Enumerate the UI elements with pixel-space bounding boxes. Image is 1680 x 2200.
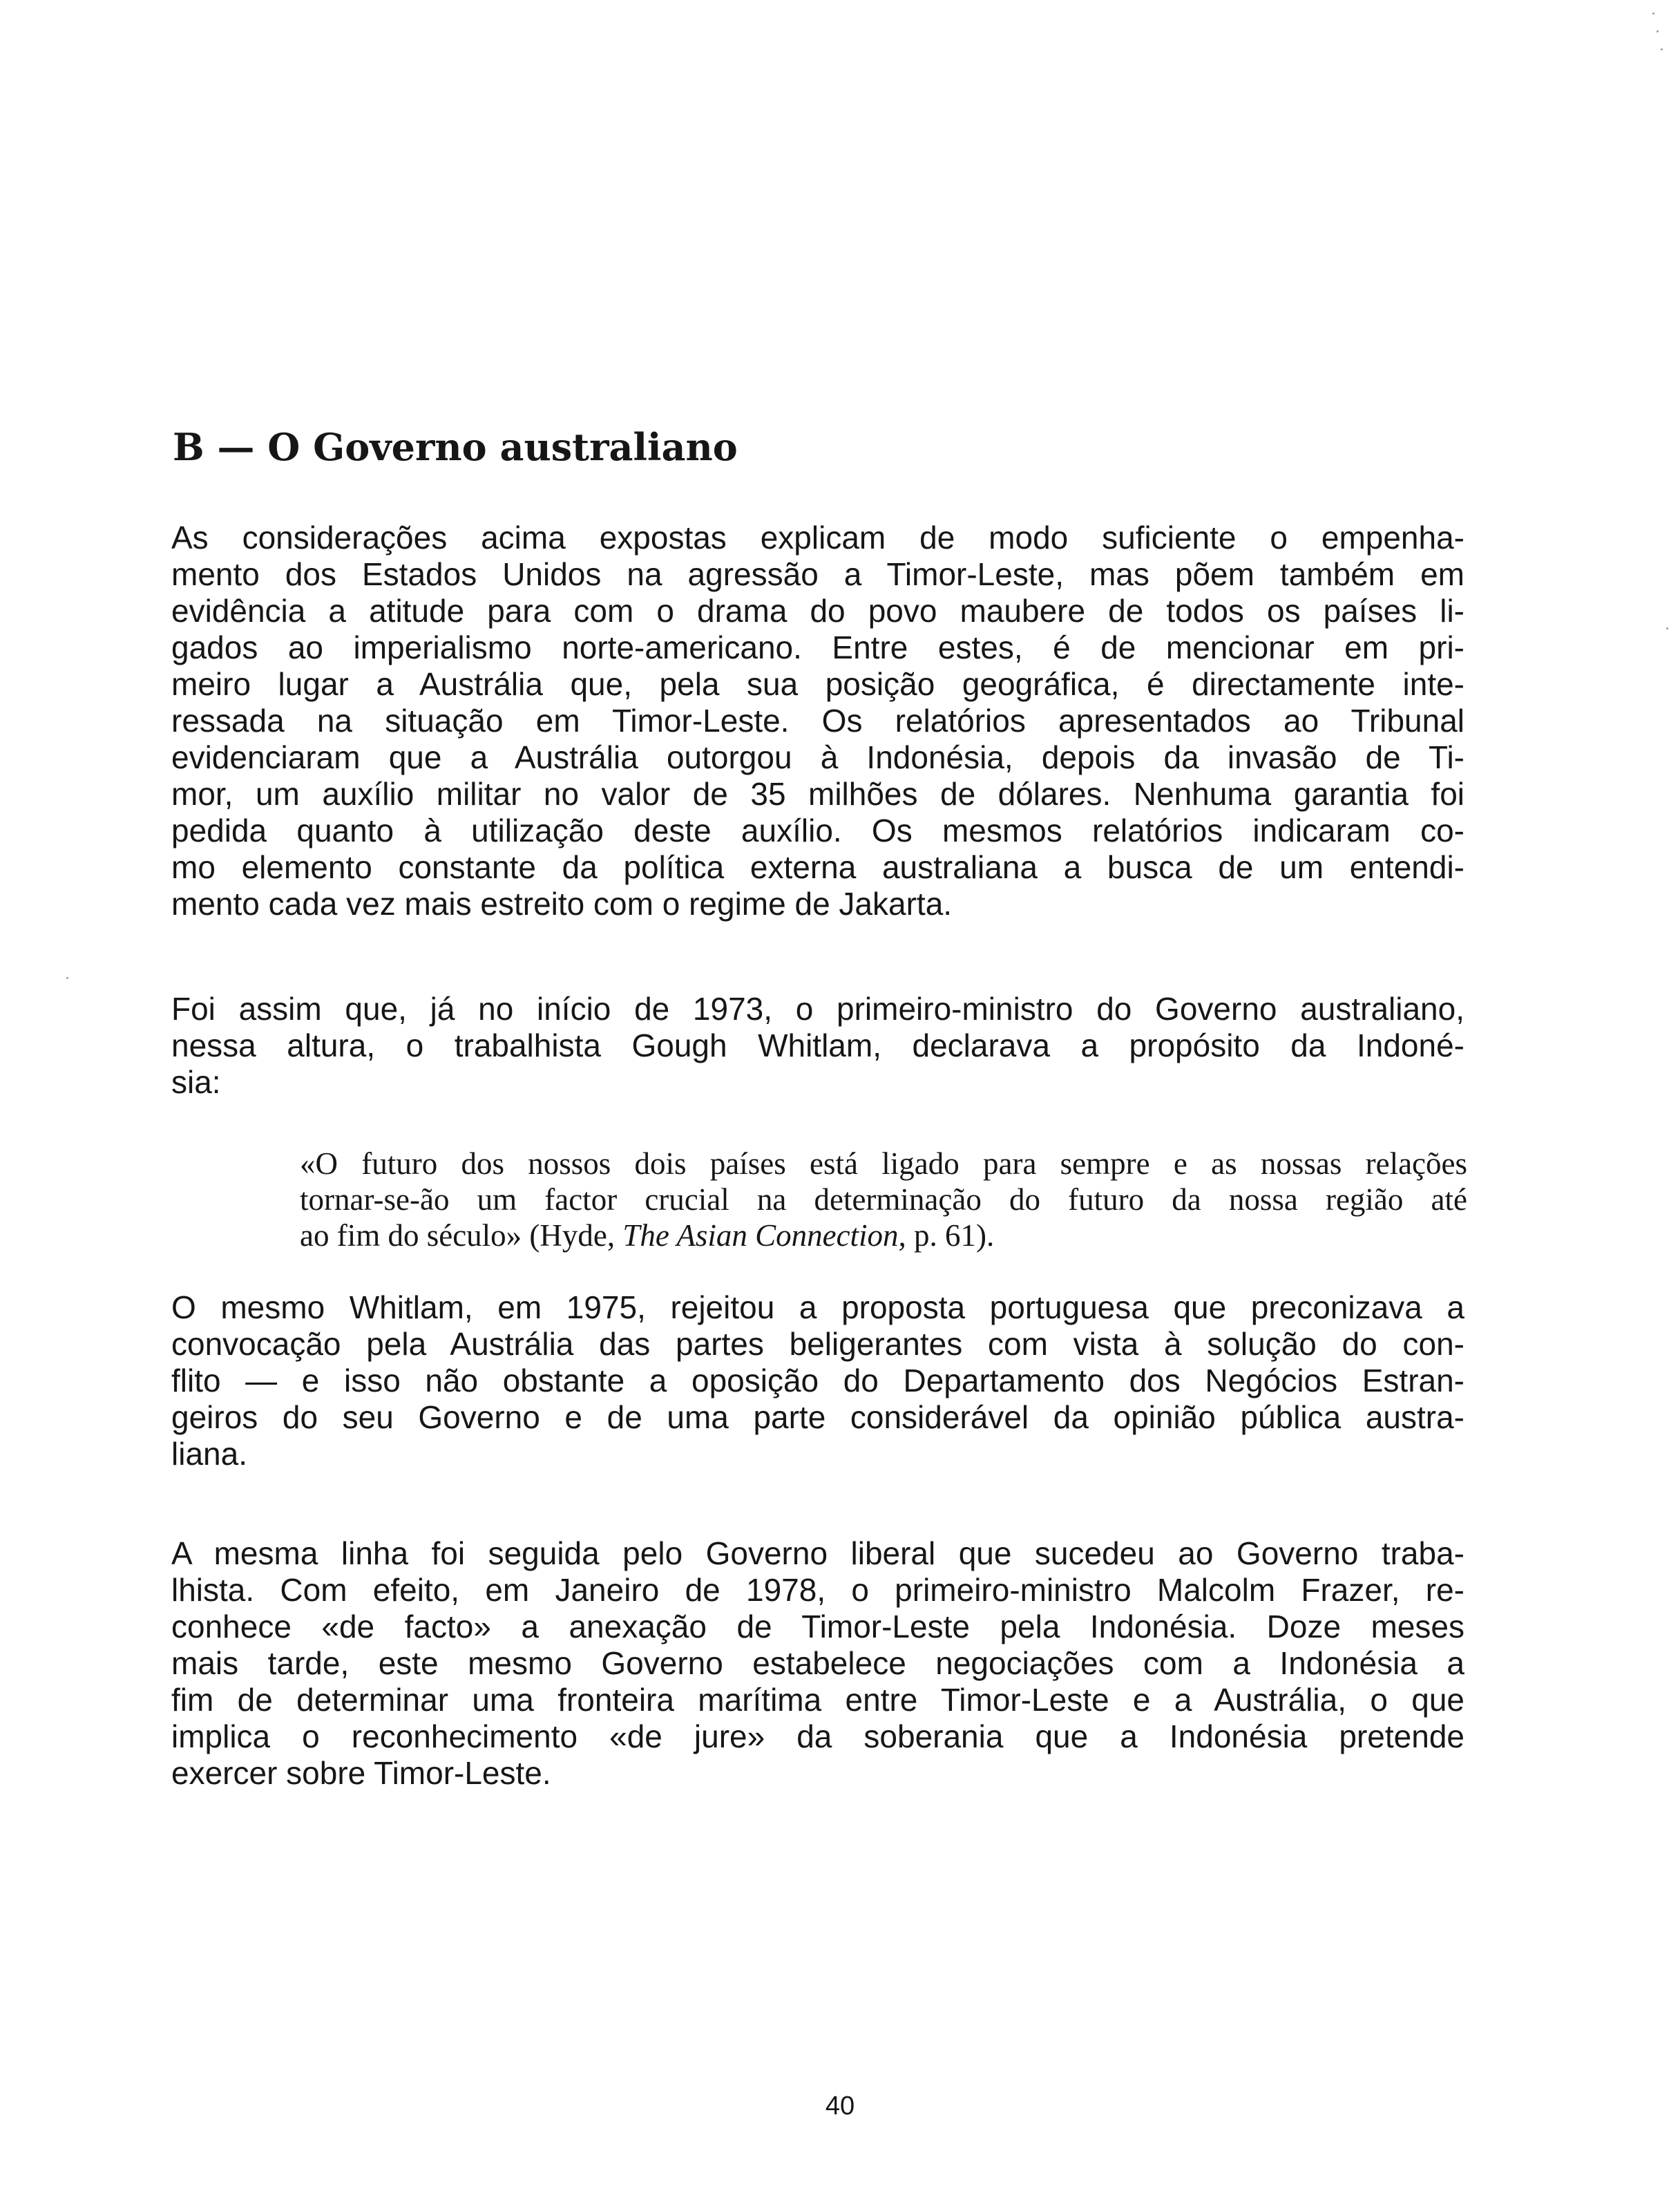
- text-line: mor, um auxílio militar no valor de 35 milhões de dólares. Nenhuma garantia foi: [171, 776, 1464, 812]
- scan-speck: [1657, 30, 1659, 32]
- text-line: Foi assim que, já no início de 1973, o primeiro-ministro do Governo australiano,: [171, 991, 1464, 1027]
- page-number: 40: [825, 2092, 855, 2121]
- text-line: geiros do seu Governo e de uma parte considerável da opinião pública austra-: [171, 1399, 1464, 1435]
- text-line: exercer sobre Timor-Leste.: [171, 1755, 551, 1791]
- text-line: lhista. Com efeito, em Janeiro de 1978, o primeiro-ministro Malcolm Frazer, re-: [171, 1572, 1464, 1608]
- text-line: mais tarde, este mesmo Governo estabelece negociações com a Indonésia a: [171, 1645, 1464, 1681]
- scan-speck: [1661, 48, 1663, 50]
- text-line: flito — e isso não obstante a oposição do Departamento dos Negócios Estran-: [171, 1363, 1464, 1398]
- text-line: A mesma linha foi seguida pelo Governo liberal que sucedeu ao Governo traba-: [171, 1535, 1464, 1571]
- text-line: implica o reconhecimento «de jure» da soberania que a Indonésia pretende: [171, 1718, 1464, 1754]
- section-heading: B — O Governo australiano: [173, 425, 738, 469]
- scan-speck: [1652, 12, 1654, 15]
- text-line: evidenciaram que a Austrália outorgou à Indonésia, depois da invasão de Ti-: [171, 739, 1464, 775]
- quote-line: tornar-se-ão um factor crucial na determinação do futuro da nossa região até: [300, 1182, 1467, 1217]
- quote-line: [300, 1217, 1467, 1253]
- text-line: mento dos Estados Unidos na agressão a Timor-Leste, mas põem também em: [171, 556, 1464, 592]
- text-line: conhece «de facto» a anexação de Timor-Leste pela Indonésia. Doze meses: [171, 1609, 1464, 1644]
- text-line: As considerações acima expostas explicam de modo suficiente o empenha-: [171, 520, 1464, 556]
- text-line: gados ao imperialismo norte-americano. Entre estes, é de mencionar em pri-: [171, 629, 1464, 665]
- text-line: fim de determinar uma fronteira marítima entre Timor-Leste e a Austrália, o que: [171, 1682, 1464, 1718]
- text-line: liana.: [171, 1436, 247, 1472]
- text-line: mento cada vez mais estreito com o regime de Jakarta.: [171, 886, 953, 922]
- paragraph-3: [171, 1289, 1464, 1472]
- scan-speck: [66, 977, 68, 979]
- paragraph-4: [171, 1535, 1464, 1792]
- text-line: mo elemento constante da política externa australiana a busca de um entendi-: [171, 849, 1464, 885]
- scan-speck: [1666, 627, 1668, 629]
- text-line: meiro lugar a Austrália que, pela sua posição geográfica, é directamente inte-: [171, 666, 1464, 702]
- text-line: sia:: [171, 1064, 221, 1100]
- quote-citation: p. 61).: [906, 1218, 995, 1253]
- text-line: pedida quanto à utilização deste auxílio. Os mesmos relatórios indicaram co-: [171, 813, 1464, 848]
- text-line: O mesmo Whitlam, em 1975, rejeitou a proposta portuguesa que preconizava a: [171, 1289, 1464, 1325]
- quote-line: «O futuro dos nossos dois países está ligado para sempre e as nossas relações: [300, 1146, 1467, 1181]
- quote-text: ao fim do século» (Hyde,: [300, 1218, 623, 1253]
- paragraph-1: [171, 520, 1464, 922]
- text-line: convocação pela Austrália das partes beligerantes com vista à solução do con-: [171, 1326, 1464, 1362]
- block-quote: [300, 1146, 1467, 1253]
- paragraph-2: [171, 991, 1464, 1101]
- text-line: nessa altura, o trabalhista Gough Whitlam, declarava a propósito da Indoné-: [171, 1027, 1464, 1063]
- text-line: evidência a atitude para com o drama do povo maubere de todos os países li-: [171, 593, 1464, 629]
- text-line: ressada na situação em Timor-Leste. Os relatórios apresentados ao Tribunal: [171, 703, 1464, 739]
- book-title: The Asian Connection,: [622, 1218, 906, 1253]
